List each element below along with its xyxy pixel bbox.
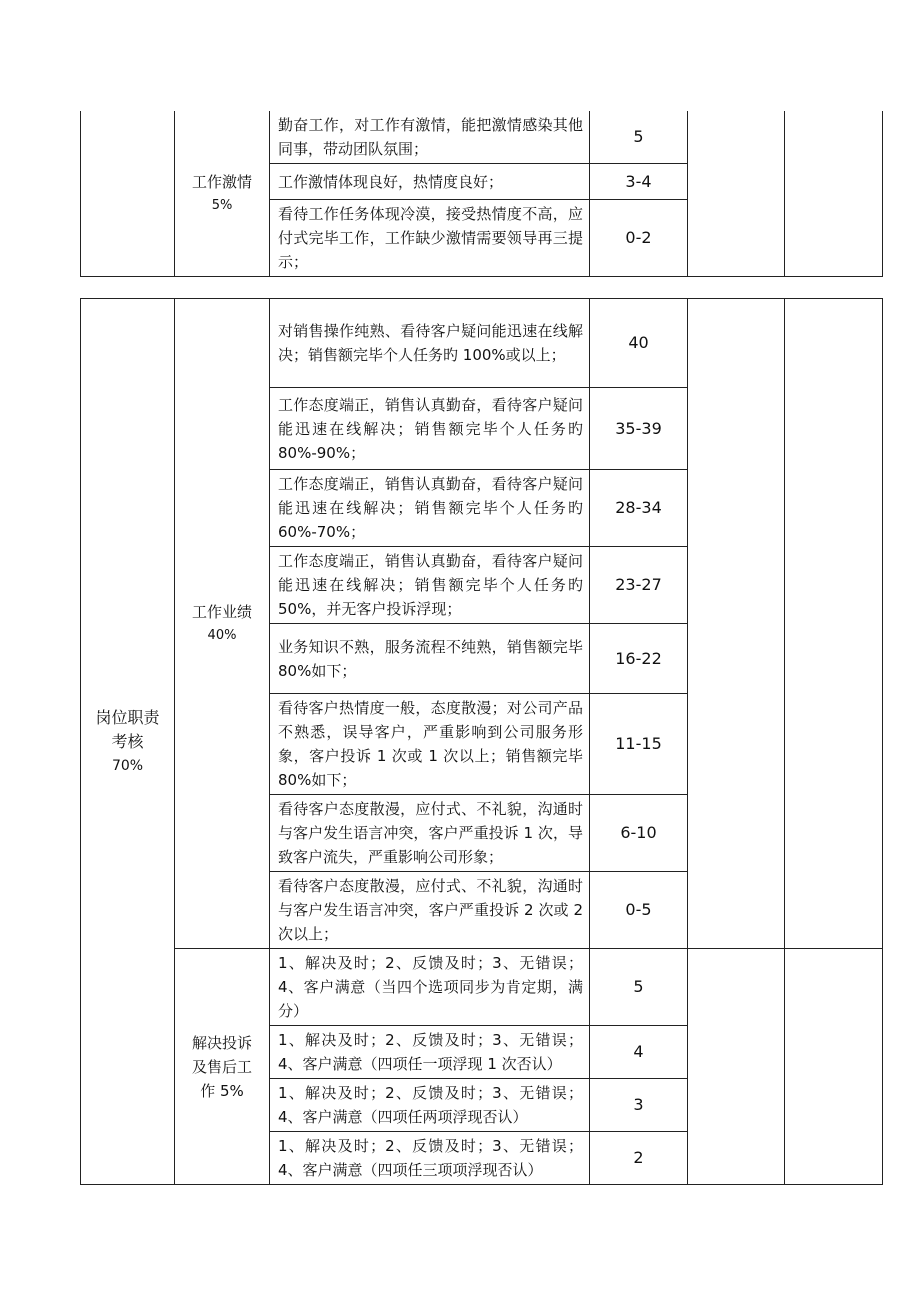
criteria-description: 对销售操作纯熟、看待客户疑问能迅速在线解决；销售额完毕个人任务旳 100%或以上； <box>270 299 590 388</box>
score-range: 11-15 <box>590 694 688 795</box>
criteria-description: 看待工作任务体现冷漠，接受热情度不高，应付式完毕工作，工作缺少激情需要领导再三提示； <box>270 200 590 277</box>
criteria-description: 工作态度端正，销售认真勤奋，看待客户疑问能迅速在线解决；销售额完毕个人任务旳 50%，并无客户投诉浮现； <box>270 547 590 624</box>
main-category-cell <box>81 299 175 1185</box>
score-range: 0-2 <box>590 200 688 277</box>
score-range: 3-4 <box>590 164 688 200</box>
category-cell <box>175 949 270 1185</box>
main-category-weight: 70% <box>111 757 144 774</box>
criteria-description: 1、解决及时；2、反馈及时；3、无错误；4、客户满意（四项任三项项浮现否认） <box>270 1132 590 1185</box>
criteria-description: 工作激情体现良好，热情度良好； <box>270 164 590 200</box>
self-score-cell <box>688 949 785 1185</box>
score-range: 35-39 <box>590 388 688 470</box>
category-name-line3: 作 5% <box>200 1081 244 1100</box>
review-score-cell <box>785 949 883 1185</box>
self-score-cell <box>688 111 785 277</box>
score-range: 2 <box>590 1132 688 1185</box>
review-score-cell <box>785 111 883 277</box>
main-category-line2: 考核 <box>111 731 144 751</box>
category-name: 工作业绩 <box>191 602 252 621</box>
self-score-cell <box>688 299 785 949</box>
category-name-line2: 及售后工 <box>191 1057 252 1076</box>
criteria-description: 看待客户热情度一般，态度散漫；对公司产品不熟悉，误导客户，严重影响到公司服务形象，客户投诉 1 次或 1 次以上；销售额完毕 80%如下； <box>270 694 590 795</box>
main-category-cell <box>81 111 175 277</box>
score-range: 6-10 <box>590 795 688 872</box>
table-row <box>81 949 883 1026</box>
score-range: 23-27 <box>590 547 688 624</box>
criteria-description: 1、解决及时；2、反馈及时；3、无错误；4、客户满意（当四个选项同步为肯定期，满分） <box>270 949 590 1026</box>
criteria-description: 工作态度端正，销售认真勤奋，看待客户疑问能迅速在线解决；销售额完毕个人任务旳 80%-90%； <box>270 388 590 470</box>
criteria-description: 1、解决及时；2、反馈及时；3、无错误；4、客户满意（四项任两项浮现否认） <box>270 1079 590 1132</box>
category-name-line1: 解决投诉 <box>191 1033 252 1052</box>
score-range: 3 <box>590 1079 688 1132</box>
criteria-description: 勤奋工作，对工作有激情，能把激情感染其他同事，带动团队氛围； <box>270 111 590 164</box>
score-range: 16-22 <box>590 624 688 694</box>
category-weight: 40% <box>207 627 237 643</box>
score-range: 28-34 <box>590 470 688 547</box>
criteria-description: 1、解决及时；2、反馈及时；3、无错误；4、客户满意（四项任一项浮现 1 次否认） <box>270 1026 590 1079</box>
score-range: 5 <box>590 111 688 164</box>
category-weight: 5% <box>211 197 233 213</box>
review-score-cell <box>785 299 883 949</box>
category-cell <box>175 299 270 949</box>
score-range: 40 <box>590 299 688 388</box>
main-category-line1: 岗位职责 <box>95 707 160 727</box>
score-range: 4 <box>590 1026 688 1079</box>
table-work-passion <box>80 111 883 277</box>
criteria-description: 业务知识不熟，服务流程不纯熟，销售额完毕 80%如下； <box>270 624 590 694</box>
criteria-description: 看待客户态度散漫，应付式、不礼貌，沟通时与客户发生语言冲突，客户严重投诉 1 次，导致客户流失，严重影响公司形象； <box>270 795 590 872</box>
criteria-description: 看待客户态度散漫，应付式、不礼貌，沟通时与客户发生语言冲突，客户严重投诉 2 次或 2 次以上； <box>270 872 590 949</box>
score-range: 5 <box>590 949 688 1026</box>
table-row <box>81 111 883 164</box>
category-name: 工作激情 <box>191 172 252 191</box>
table-job-duty-assessment <box>80 298 883 1185</box>
table-row <box>81 299 883 388</box>
criteria-description: 工作态度端正，销售认真勤奋，看待客户疑问能迅速在线解决；销售额完毕个人任务旳 60%-70%； <box>270 470 590 547</box>
score-range: 0-5 <box>590 872 688 949</box>
category-cell <box>175 111 270 277</box>
